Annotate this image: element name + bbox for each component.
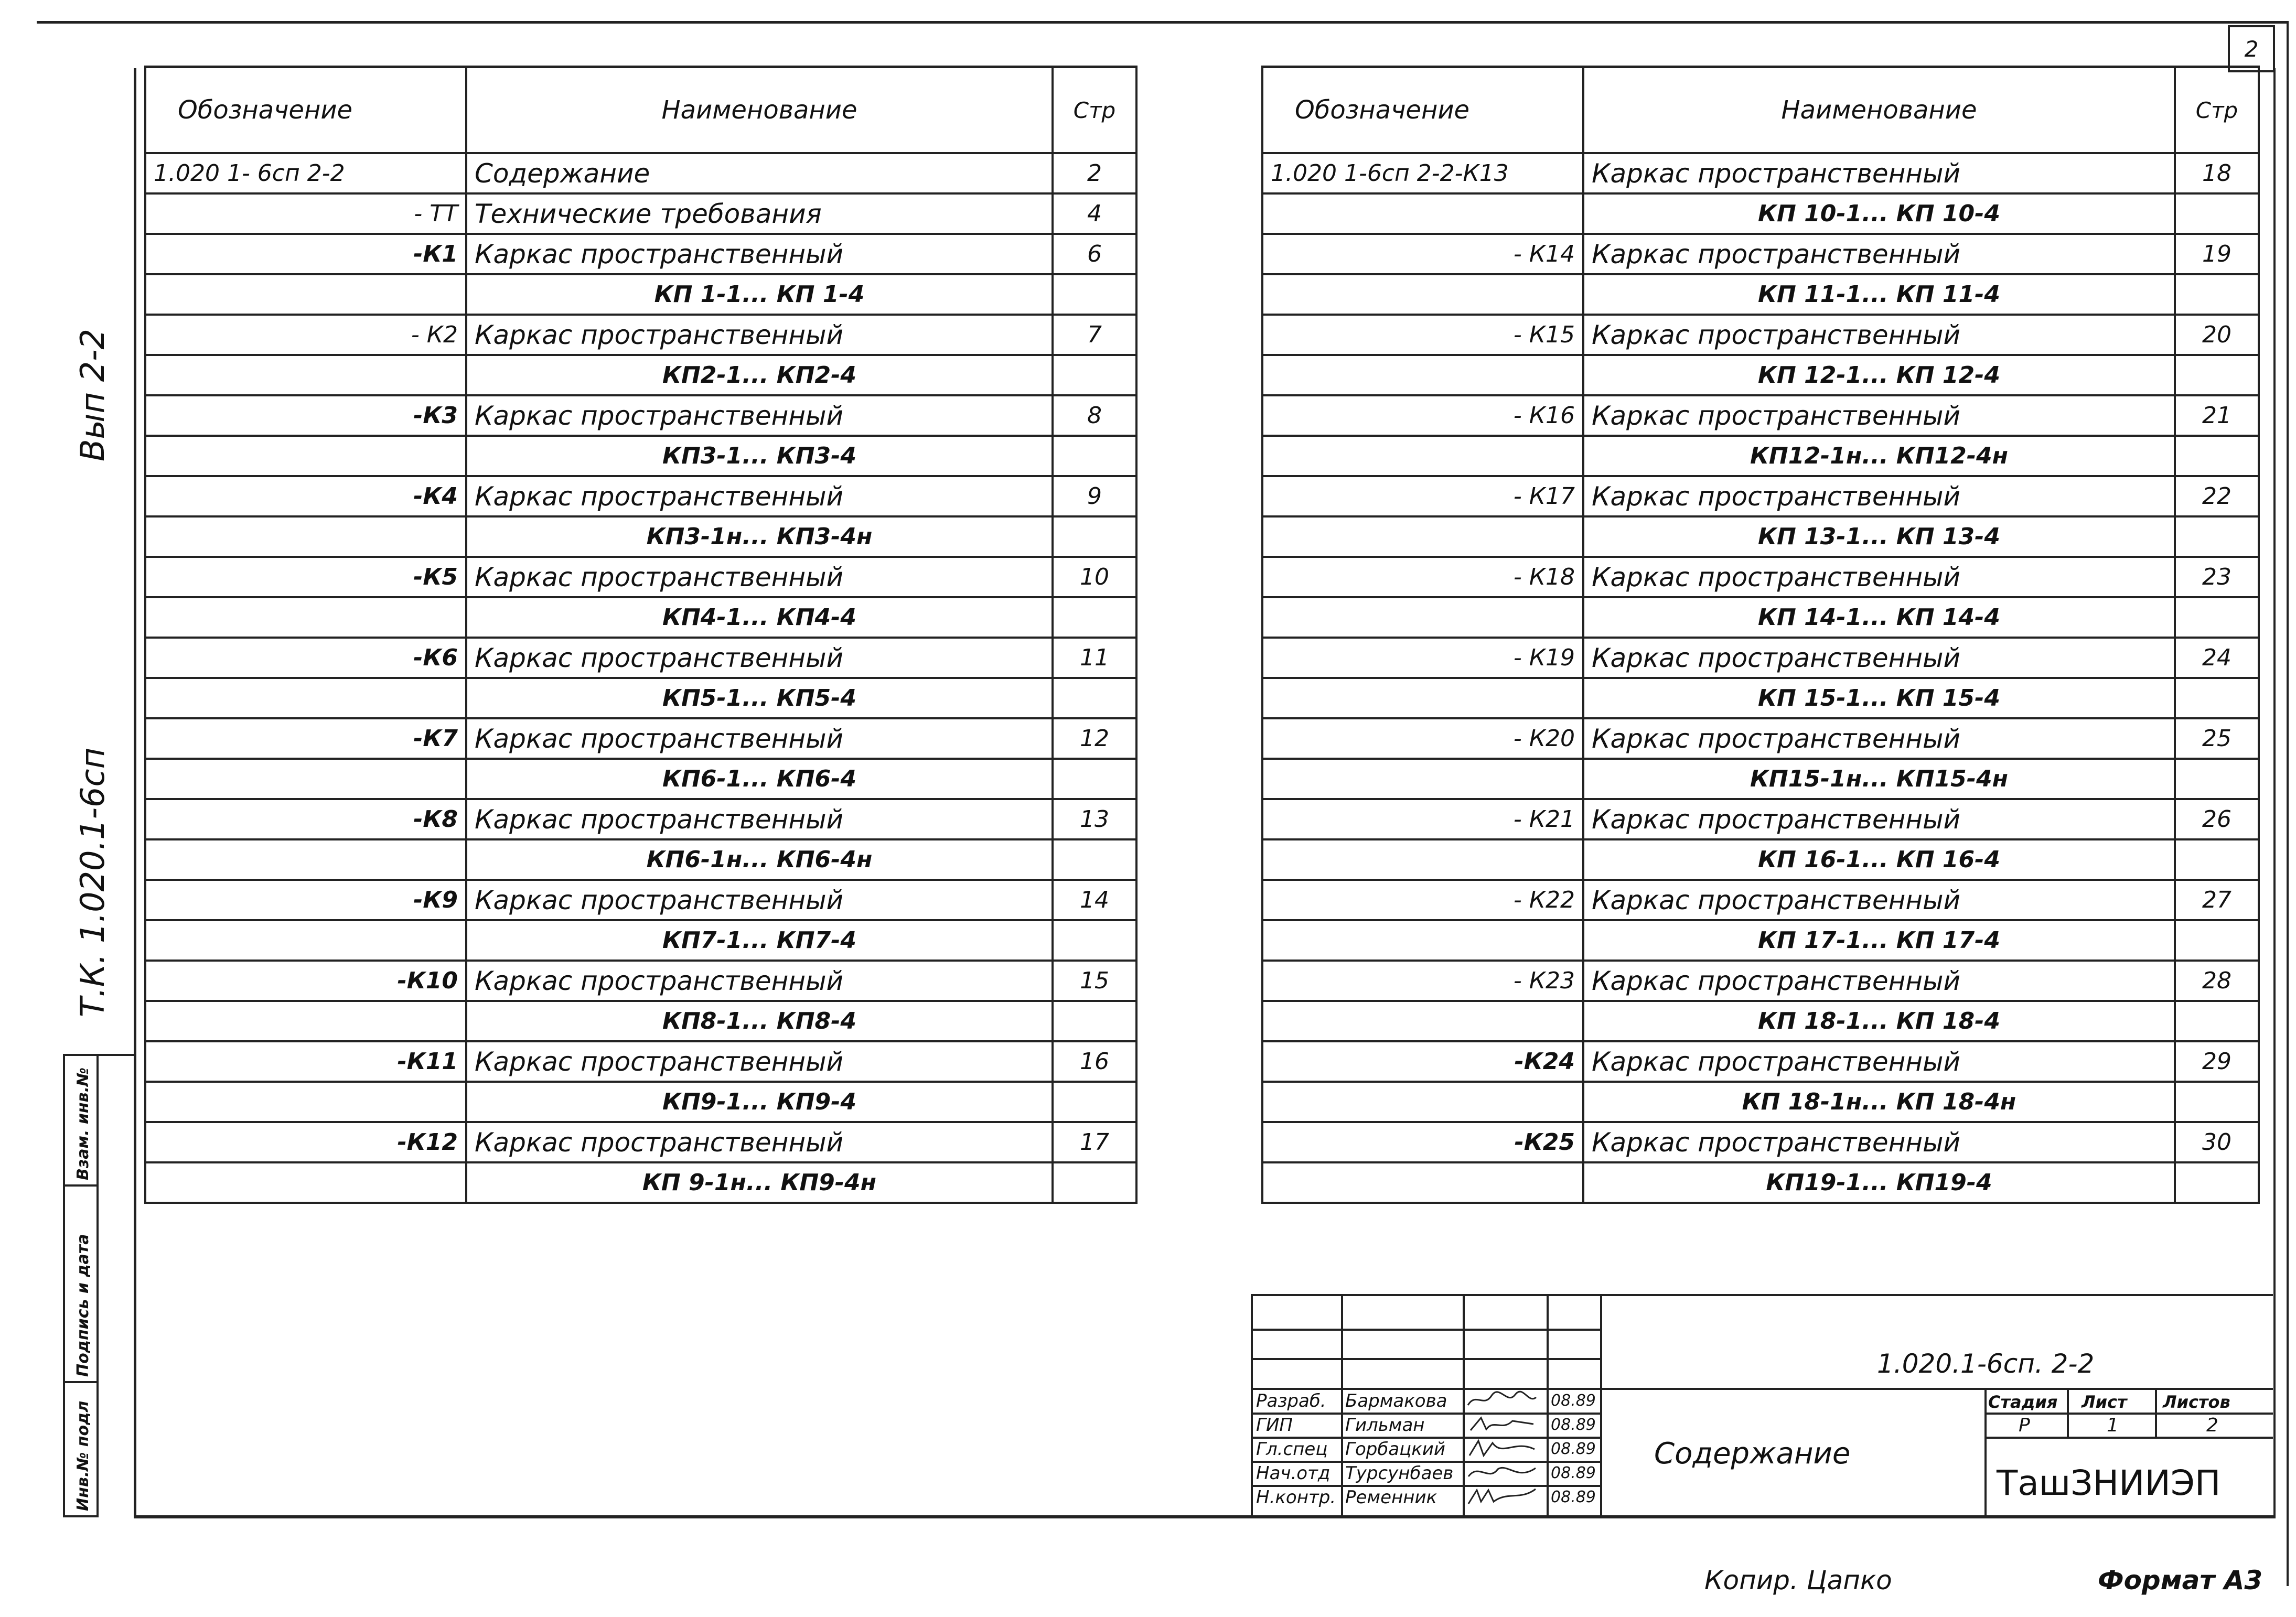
designation-cell: - К17 [1262,476,1583,516]
sheet-value: 1 [2107,1415,2119,1436]
table-row [145,1082,1136,1122]
header-page: Стр [2175,67,2259,154]
table-row [145,234,1136,274]
designation-cell [1262,597,1583,638]
page-cell [2175,678,2259,718]
table-row [145,799,1136,839]
page-cell [1053,597,1136,638]
stage-value: Р [2019,1415,2030,1436]
page-cell: 7 [1053,315,1136,355]
header-name: Наименование [1583,67,2175,154]
page-cell [1053,759,1136,799]
subitem-cell: КП4-1... КП4-4 [466,597,1053,638]
margin-series-label: Вып 2-2 [73,329,112,461]
designation-cell: -К9 [145,880,466,920]
table-row [1262,1082,2259,1122]
table-row [1262,1001,2259,1041]
subitem-cell: КП 15-1... КП 15-4 [1583,678,2175,718]
page-cell [1053,678,1136,718]
name-cell: Каркас пространственный [466,476,1053,516]
table-row [1262,193,2259,234]
page-cell [2175,274,2259,315]
subitem-cell: КП 14-1... КП 14-4 [1583,597,2175,638]
table-row [1262,678,2259,718]
title-doc-code: 1.020.1-6сп. 2-2 [1877,1349,2095,1379]
name-cell: Каркас пространственный [466,638,1053,678]
designation-cell [145,678,466,718]
subitem-cell: КП6-1н... КП6-4н [466,839,1053,880]
designation-cell [145,436,466,476]
subitem-cell: КП3-1н... КП3-4н [466,516,1053,557]
table-row [145,718,1136,759]
header-designation: Обозначение [1262,67,1583,154]
title-name: Содержание [1654,1437,1851,1471]
page-cell [2175,516,2259,557]
side-stamp-cell [65,1381,99,1517]
signer-name: Ременник [1345,1487,1437,1508]
subitem-cell: КП2-1... КП2-4 [466,355,1053,395]
designation-cell: -К4 [145,476,466,516]
designation-cell [1262,678,1583,718]
table-row [145,1122,1136,1162]
footer-copied: Копир. Цапко [1704,1565,1892,1596]
table-row [145,153,1136,193]
sheet-number: 2 [2228,25,2275,72]
page-cell: 9 [1053,476,1136,516]
designation-cell [145,516,466,557]
table-row [145,759,1136,799]
subitem-cell: КП 17-1... КП 17-4 [1583,920,2175,961]
page-cell [2175,759,2259,799]
designation-cell [145,274,466,315]
header-page: Стр [1053,67,1136,154]
subitem-cell: КП 16-1... КП 16-4 [1583,839,2175,880]
name-cell: Каркас пространственный [1583,1122,2175,1162]
subitem-cell: КП6-1... КП6-4 [466,759,1053,799]
table-row [1262,516,2259,557]
subitem-cell: КП7-1... КП7-4 [466,920,1053,961]
name-cell: Каркас пространственный [1583,799,2175,839]
side-stamp-label: Подпись и дата [74,1234,92,1377]
signature-image [1465,1486,1539,1507]
signer-date: 08.89 [1551,1416,1596,1434]
table-row [1262,1041,2259,1082]
organization: ТашЗНИИЭП [1997,1463,2221,1503]
name-cell: Каркас пространственный [1583,476,2175,516]
page-cell: 13 [1053,799,1136,839]
subitem-cell: КП12-1н... КП12-4н [1583,436,2175,476]
table-row [145,880,1136,920]
page-cell [1053,1082,1136,1122]
table-row [145,638,1136,678]
name-cell: Каркас пространственный [1583,395,2175,436]
page-cell [2175,597,2259,638]
name-cell: Каркас пространственный [1583,718,2175,759]
table-row [145,961,1136,1001]
signer-date: 08.89 [1551,1464,1596,1482]
page-cell: 14 [1053,880,1136,920]
name-cell: Каркас пространственный [466,557,1053,597]
signer-name: Горбацкий [1345,1439,1446,1460]
designation-cell: - К15 [1262,315,1583,355]
page-cell [2175,1082,2259,1122]
designation-cell [1262,1162,1583,1203]
designation-cell: - К21 [1262,799,1583,839]
table-row [1262,839,2259,880]
designation-cell: 1.020 1- 6сп 2-2 [145,153,466,193]
signer-date: 08.89 [1551,1392,1596,1410]
page-cell: 2 [1053,153,1136,193]
designation-cell: - К2 [145,315,466,355]
page-cell: 19 [2175,234,2259,274]
page-cell: 11 [1053,638,1136,678]
designation-cell: -К12 [145,1122,466,1162]
table-row [1262,718,2259,759]
signer-date: 08.89 [1551,1488,1596,1506]
page-cell: 8 [1053,395,1136,436]
designation-cell [1262,436,1583,476]
subitem-cell: КП5-1... КП5-4 [466,678,1053,718]
designation-cell: - К14 [1262,234,1583,274]
side-stamp-label: Взам. инв.№ [74,1067,92,1180]
designation-cell: -К10 [145,961,466,1001]
table-header-row [145,67,1136,154]
name-cell: Каркас пространственный [1583,961,2175,1001]
stage-label: Стадия [1988,1392,2058,1412]
name-cell: Каркас пространственный [1583,315,2175,355]
signer-name: Гильман [1345,1415,1425,1436]
table-row [145,516,1136,557]
table-row [1262,1122,2259,1162]
designation-cell [1262,1001,1583,1041]
signer-role: Гл.спец [1256,1439,1328,1460]
table-row [1262,920,2259,961]
name-cell: Каркас пространственный [466,880,1053,920]
page-cell: 27 [2175,880,2259,920]
table-header-row [1262,67,2259,154]
table-row [145,1041,1136,1082]
subitem-cell: КП 18-1... КП 18-4 [1583,1001,2175,1041]
name-cell: Каркас пространственный [466,961,1053,1001]
page-cell: 15 [1053,961,1136,1001]
page-cell [2175,839,2259,880]
side-stamp-label: Инв.№ подл [74,1400,92,1511]
name-cell: Технические требования [466,193,1053,234]
page-cell: 16 [1053,1041,1136,1082]
page-cell: 12 [1053,718,1136,759]
signer-date: 08.89 [1551,1440,1596,1458]
table-row [145,355,1136,395]
designation-cell [1262,516,1583,557]
page-cell [1053,1162,1136,1203]
table-row [1262,1162,2259,1203]
designation-cell: -К11 [145,1041,466,1082]
name-cell: Каркас пространственный [1583,153,2175,193]
table-row [1262,759,2259,799]
page-cell: 25 [2175,718,2259,759]
designation-cell: - К18 [1262,557,1583,597]
page-cell: 22 [2175,476,2259,516]
signer-role: Н.контр. [1256,1487,1336,1508]
table-row [1262,638,2259,678]
designation-cell [1262,1082,1583,1122]
table-row [1262,315,2259,355]
designation-cell [145,759,466,799]
designation-cell: - К20 [1262,718,1583,759]
signer-name: Бармакова [1345,1390,1447,1411]
side-stamp-cell [65,1056,99,1187]
table-row [1262,355,2259,395]
name-cell: Каркас пространственный [466,395,1053,436]
name-cell: Каркас пространственный [466,234,1053,274]
page-cell: 20 [2175,315,2259,355]
designation-cell: -К7 [145,718,466,759]
designation-cell: - К22 [1262,880,1583,920]
subitem-cell: КП 12-1... КП 12-4 [1583,355,2175,395]
designation-cell [145,1082,466,1122]
page-cell: 6 [1053,234,1136,274]
table-row [1262,274,2259,315]
sheets-label: Листов [2163,1392,2230,1412]
page-cell [1053,355,1136,395]
table-row [1262,799,2259,839]
signer-role: Разраб. [1256,1390,1326,1411]
designation-cell: -К25 [1262,1122,1583,1162]
signer-role: Нач.отд [1256,1463,1331,1484]
page-cell: 10 [1053,557,1136,597]
table-row [1262,436,2259,476]
page-cell: 28 [2175,961,2259,1001]
table-row [1262,153,2259,193]
subitem-cell: КП19-1... КП19-4 [1583,1162,2175,1203]
designation-cell: - К23 [1262,961,1583,1001]
page-cell: 30 [2175,1122,2259,1162]
subitem-cell: КП3-1... КП3-4 [466,436,1053,476]
designation-cell [1262,839,1583,880]
name-cell: Каркас пространственный [466,799,1053,839]
name-cell: Каркас пространственный [466,1041,1053,1082]
subitem-cell: КП 9-1н... КП9-4н [466,1162,1053,1203]
designation-cell: -К24 [1262,1041,1583,1082]
table-row [145,920,1136,961]
designation-cell: -К8 [145,799,466,839]
page-cell [1053,274,1136,315]
table-row [1262,597,2259,638]
designation-cell: -К5 [145,557,466,597]
table-row [145,315,1136,355]
page-cell [2175,355,2259,395]
footer-format: Формат А3 [2098,1565,2263,1596]
name-cell: Содержание [466,153,1053,193]
table-row [1262,557,2259,597]
table-row [145,678,1136,718]
page-cell: 23 [2175,557,2259,597]
page-cell: 29 [2175,1041,2259,1082]
page-cell: 18 [2175,153,2259,193]
name-cell: Каркас пространственный [1583,234,2175,274]
subitem-cell: КП 13-1... КП 13-4 [1583,516,2175,557]
table-row [145,597,1136,638]
page-cell [2175,920,2259,961]
subitem-cell: КП 18-1н... КП 18-4н [1583,1082,2175,1122]
table-row [145,1162,1136,1203]
title-block [1251,1294,2273,1517]
subitem-cell: КП8-1... КП8-4 [466,1001,1053,1041]
signature-image [1465,1438,1539,1459]
contents-table-left [144,66,1138,1204]
table-row [145,193,1136,234]
page-cell [2175,1162,2259,1203]
page-cell [2175,193,2259,234]
name-cell: Каркас пространственный [466,718,1053,759]
designation-cell [145,839,466,880]
designation-cell [145,920,466,961]
designation-cell: -К1 [145,234,466,274]
designation-cell [1262,355,1583,395]
header-name: Наименование [466,67,1053,154]
sheets-value: 2 [2206,1415,2218,1436]
signature-image [1465,1389,1539,1410]
table-row [145,436,1136,476]
designation-cell [1262,193,1583,234]
name-cell: Каркас пространственный [1583,638,2175,678]
page-cell: 4 [1053,193,1136,234]
table-row [145,557,1136,597]
designation-cell: -К6 [145,638,466,678]
designation-cell: -К3 [145,395,466,436]
name-cell: Каркас пространственный [466,1122,1053,1162]
page-cell [1053,839,1136,880]
sheet-label: Лист [2082,1392,2127,1412]
page-cell [1053,1001,1136,1041]
table-row [1262,476,2259,516]
page-cell [2175,1001,2259,1041]
contents-table-right [1261,66,2260,1204]
table-row [1262,880,2259,920]
designation-cell: - ТТ [145,193,466,234]
signature-image [1465,1414,1539,1435]
signer-role: ГИП [1256,1415,1293,1436]
table-row [145,1001,1136,1041]
table-row [1262,395,2259,436]
page-cell [1053,920,1136,961]
side-stamp-cell [65,1184,99,1383]
page-cell: 17 [1053,1122,1136,1162]
designation-cell [145,597,466,638]
designation-cell [1262,274,1583,315]
page-cell: 21 [2175,395,2259,436]
designation-cell: 1.020 1-6сп 2-2-К13 [1262,153,1583,193]
table-row [145,476,1136,516]
designation-cell [1262,759,1583,799]
signer-name: Турсунбаев [1345,1463,1454,1484]
margin-doc-code: Т.К. 1.020.1-6сп [73,747,112,1017]
designation-cell [1262,920,1583,961]
name-cell: Каркас пространственный [1583,880,2175,920]
table-row [145,395,1136,436]
designation-cell [145,1162,466,1203]
subitem-cell: КП 11-1... КП 11-4 [1583,274,2175,315]
header-designation: Обозначение [145,67,466,154]
designation-cell: - К19 [1262,638,1583,678]
name-cell: Каркас пространственный [1583,557,2175,597]
name-cell: Каркас пространственный [1583,1041,2175,1082]
page-cell [1053,516,1136,557]
subitem-cell: КП 10-1... КП 10-4 [1583,193,2175,234]
name-cell: Каркас пространственный [466,315,1053,355]
page-cell: 26 [2175,799,2259,839]
page-cell [2175,436,2259,476]
subitem-cell: КП 1-1... КП 1-4 [466,274,1053,315]
table-row [1262,961,2259,1001]
signature-image [1465,1462,1539,1483]
side-stamp [63,1054,136,1517]
designation-cell [145,1001,466,1041]
table-row [145,274,1136,315]
table-row [145,839,1136,880]
subitem-cell: КП9-1... КП9-4 [466,1082,1053,1122]
subitem-cell: КП15-1н... КП15-4н [1583,759,2175,799]
page-cell: 24 [2175,638,2259,678]
designation-cell: - К16 [1262,395,1583,436]
page-cell [1053,436,1136,476]
designation-cell [145,355,466,395]
table-row [1262,234,2259,274]
